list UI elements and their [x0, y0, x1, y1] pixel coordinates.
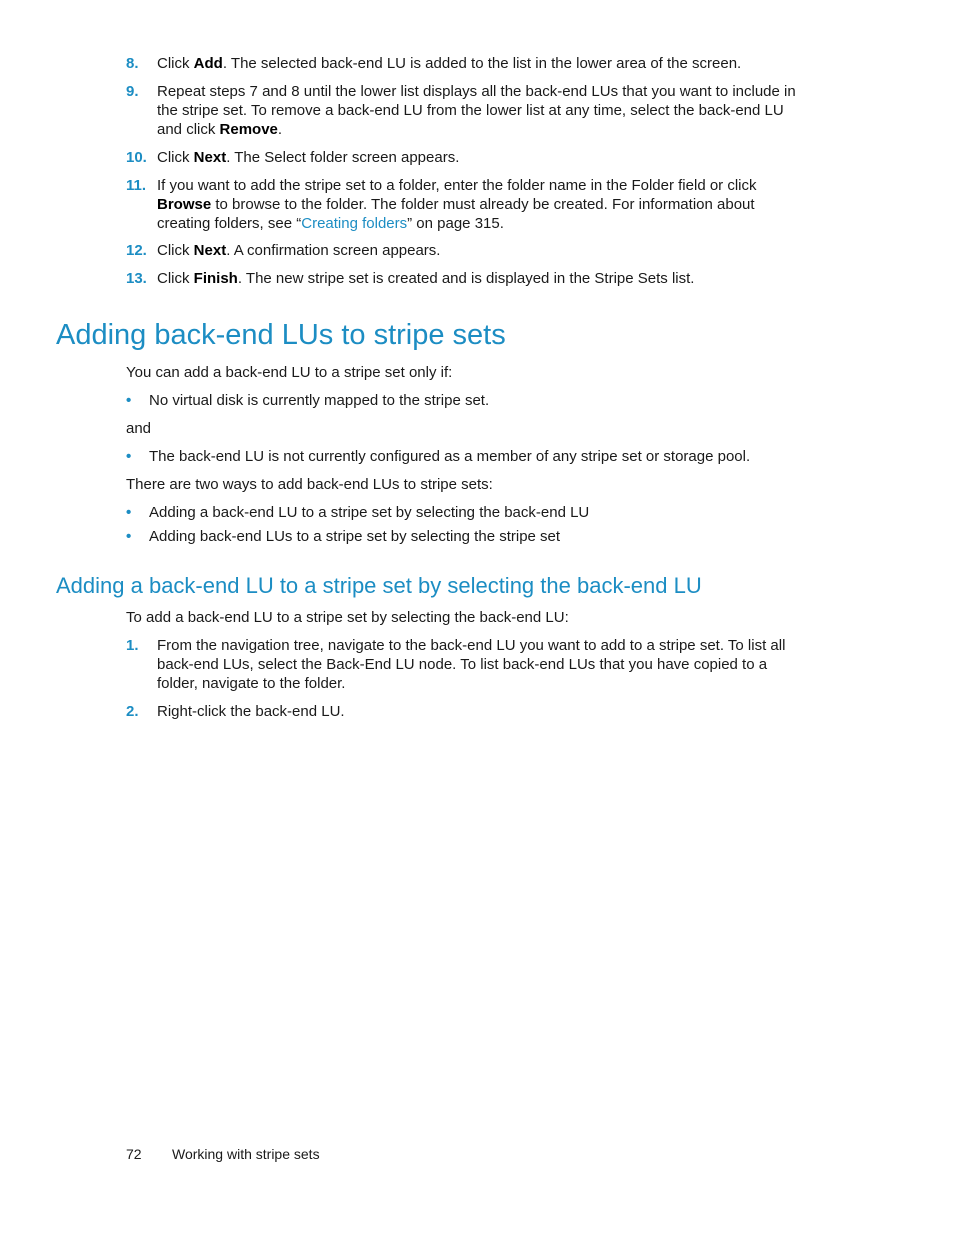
text-run: .	[277, 121, 283, 138]
text-run: ” on page 315.	[407, 215, 504, 232]
bullet-text: Adding back-end LUs to a stripe set by selecting the stripe set	[149, 528, 561, 545]
text-run: . The selected back-end LU is added to the list in the lower area of the screen.	[222, 55, 742, 72]
text-run: Click	[157, 270, 194, 287]
bullet-text: The back-end LU is not currently configured as a member of any stripe set or storage pool.	[149, 448, 751, 465]
chapter-title: Working with stripe sets	[172, 1146, 320, 1162]
text-run: . The Select folder screen appears.	[226, 149, 460, 166]
bullet-icon: •	[126, 448, 132, 465]
cross-reference-link[interactable]: Creating folders	[301, 215, 408, 232]
ways-paragraph: There are two ways to add back-end LUs to stripe sets:	[126, 476, 493, 493]
step-text	[157, 54, 807, 73]
text-run: Click	[157, 55, 194, 72]
bold-term: Remove	[219, 121, 278, 138]
text-run: to browse to the folder. The folder must already be created. For information about creating folders, see “	[157, 196, 755, 232]
step-number: 9.	[126, 83, 139, 100]
bold-term: Next	[193, 149, 227, 166]
bold-term: Next	[193, 242, 227, 259]
step-number: 8.	[126, 55, 139, 72]
text-run: From the navigation tree, navigate to the back-end LU you want to add to a stripe set. To list all back-end LUs, select the Back-End LU node. To list back-end LUs that you have copied to a folder, navigate to the folder.	[157, 637, 786, 692]
step-text	[157, 148, 807, 167]
step-number: 12.	[126, 242, 147, 259]
text-run: If you want to add the stripe set to a folder, enter the folder name in the Folder field or click	[157, 177, 757, 194]
step-text	[157, 636, 807, 693]
text-run: Right-click the back-end LU.	[157, 703, 345, 720]
bullet-icon: •	[126, 504, 132, 521]
text-run: Click	[157, 149, 194, 166]
bullet-text: Adding a back-end LU to a stripe set by selecting the back-end LU	[149, 504, 590, 521]
text-run: Repeat steps 7 and 8 until the lower list displays all the back-end LUs that you want to include in the stripe set. To remove a back-end LU from the lower list at any time, select the back-end LU and click	[157, 83, 796, 138]
text-run: . The new stripe set is created and is displayed in the Stripe Sets list.	[237, 270, 695, 287]
bold-term: Finish	[193, 270, 238, 287]
subsection-title: Adding a back-end LU to a stripe set by selecting the back-end LU	[56, 573, 702, 598]
step-text	[157, 82, 807, 139]
step-number: 13.	[126, 270, 147, 287]
bullet-text: No virtual disk is currently mapped to the stripe set.	[149, 392, 490, 409]
and-paragraph: and	[126, 420, 152, 437]
step-text	[157, 176, 807, 233]
step-number: 2.	[126, 703, 139, 720]
text-run: Click	[157, 242, 194, 259]
intro-paragraph: You can add a back-end LU to a stripe set only if:	[126, 364, 453, 381]
page-number: 72	[126, 1146, 142, 1162]
bullet-icon: •	[126, 392, 132, 409]
step-text	[157, 269, 807, 288]
step-text	[157, 241, 807, 260]
sub-intro-paragraph: To add a back-end LU to a stripe set by selecting the back-end LU:	[126, 609, 569, 626]
text-run: . A confirmation screen appears.	[226, 242, 441, 259]
section-title: Adding back-end LUs to stripe sets	[56, 319, 506, 351]
step-number: 10.	[126, 149, 147, 166]
step-number: 1.	[126, 637, 139, 654]
bold-term: Add	[193, 55, 223, 72]
step-number: 11.	[126, 177, 147, 194]
step-text	[157, 702, 807, 721]
bullet-icon: •	[126, 528, 132, 545]
bold-term: Browse	[157, 196, 212, 213]
